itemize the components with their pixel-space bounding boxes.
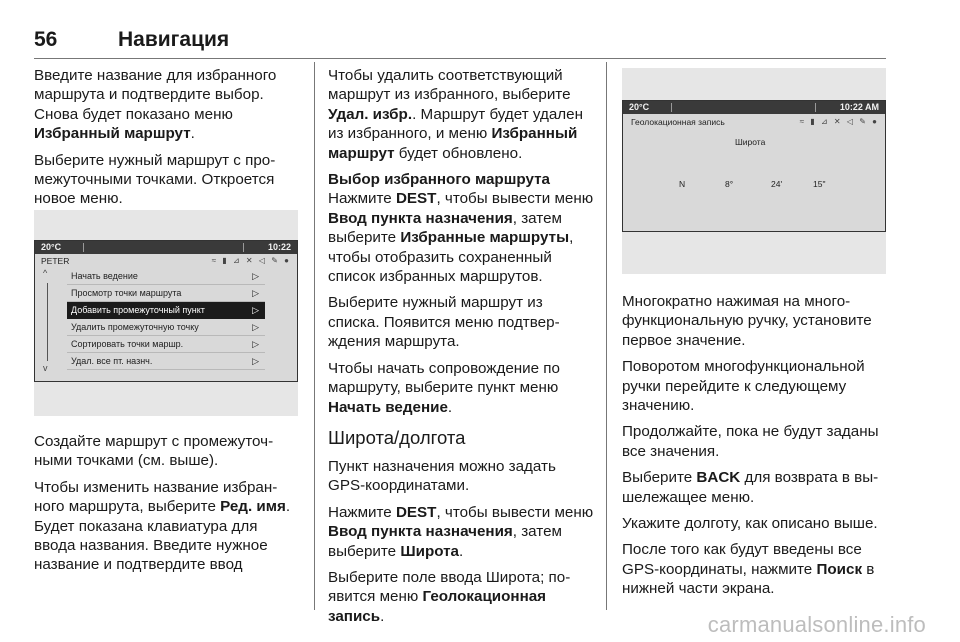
column-2 (328, 66, 596, 633)
chevron-right-icon: ▷ (252, 322, 259, 332)
column-3 (622, 292, 888, 606)
screen-subtitle: Геолокационная запись (631, 117, 725, 127)
menu-item-start-guidance[interactable]: Начать ведение ▷ (67, 268, 265, 285)
paragraph: Введите название для избранного маршрута и подтвердите выбор. Снова будет показано меню Избранный маршрут. (34, 67, 277, 143)
clock: 10:22 (267, 242, 291, 252)
latitude-hemisphere[interactable]: N (679, 179, 686, 189)
paragraph: Пункт назначения можно задать GPS-координатами. (328, 457, 556, 495)
column-divider-2 (606, 62, 607, 610)
chevron-right-icon: ▷ (252, 305, 259, 315)
column-divider-1 (314, 62, 315, 610)
column-1-lower (34, 432, 300, 582)
infotainment-screen (34, 240, 298, 382)
paragraph: После того как будут введены все GPS-координаты, нажмите Поиск в нижней части экрана. (622, 541, 875, 598)
status-icons: ≈ ▮ ⊿ ✕ ◁ ✎ ● (799, 117, 879, 126)
latitude-minutes[interactable]: 24' (771, 179, 783, 189)
menu-item-sort-waypoints[interactable]: Сортировать точки маршр. ▷ (67, 336, 265, 353)
watermark: carmanualsonline.info (707, 612, 926, 637)
menu-item-delete-waypoint[interactable]: Удалить промежуточную точку ▷ (67, 319, 265, 336)
clock: 10:22 AM (839, 102, 879, 112)
page-title: Навигация (118, 28, 230, 51)
scroll-down-arrow[interactable]: v (43, 363, 48, 373)
screenshot-geolocation (622, 68, 886, 274)
menu-item-delete-all-destinations[interactable]: Удал. все пт. назнч. ▷ (67, 353, 265, 370)
paragraph: Выберите нужный маршрут с промежуточными точками. Откроется новое меню. (34, 151, 276, 208)
paragraph: Чтобы изменить название избранного маршрута, выберите Ред. имя. Будет показана клавиатура для ввода названия. Введите нужное название и подтвердите ввод (34, 478, 291, 574)
chevron-right-icon: ▷ (252, 339, 259, 349)
menu-item-add-waypoint[interactable]: Добавить промежуточный пункт ▷ (67, 302, 265, 319)
paragraph: Нажмите DEST, чтобы вывести меню Ввод пункта назначения, затем выберите Избранные маршруты, чтобы отобразить сохраненный список избранных маршрутов. (328, 190, 594, 286)
latitude-field-label: Широта (735, 137, 766, 147)
status-bar (623, 101, 885, 114)
screen-subtitle: PETER (41, 256, 70, 266)
latitude-degrees[interactable]: 8° (725, 179, 734, 189)
paragraph: Выберите BACK для возврата в вышележащее меню. (622, 469, 879, 506)
paragraph: Выберите нужный маршрут из списка. Появится меню подтверждения маршрута. (328, 294, 560, 351)
page-number: 56 (34, 28, 58, 51)
paragraph: Выберите поле ввода Широта; появится меню Геолокационная запись. (328, 568, 571, 625)
temperature: 20°C (629, 102, 650, 112)
chevron-right-icon: ▷ (252, 288, 259, 298)
menu-item-view-waypoint[interactable]: Просмотр точки маршрута ▷ (67, 285, 265, 302)
chevron-right-icon: ▷ (252, 356, 259, 366)
scroll-up-arrow[interactable]: ^ (43, 268, 48, 278)
paragraph: Многократно нажимая на многофункциональную ручку, установите первое значение. (622, 293, 872, 349)
section-heading-lat-long: Широта/долгота (328, 426, 466, 448)
paragraph: Укажите долготу, как описано выше. (622, 515, 878, 533)
section-heading: Выбор избранного маршрута (328, 171, 550, 189)
chevron-right-icon: ▷ (252, 271, 259, 281)
status-bar (35, 241, 297, 254)
status-icons: ≈ ▮ ⊿ ✕ ◁ ✎ ● (211, 256, 291, 265)
paragraph: Продолжайте, пока не будут заданы все значения. (622, 423, 879, 460)
scrollbar[interactable] (47, 283, 48, 361)
paragraph: Создайте маршрут с промежуточными точками (см. выше). (34, 433, 274, 470)
paragraph: Нажмите DEST, чтобы вывести меню Ввод пункта назначения, затем выберите Широта. (328, 503, 594, 560)
screenshot-route-menu (34, 210, 298, 416)
paragraph: Чтобы удалить соответствующий маршрут из избранного, выберите Удал. избр.. Маршрут будет удален из избранного, и меню Избранный маршрут будет обновлено. (328, 67, 583, 162)
temperature: 20°C (41, 242, 62, 252)
column-1 (34, 66, 300, 216)
latitude-seconds[interactable]: 15" (813, 179, 826, 189)
paragraph: Чтобы начать сопровождение по маршруту, выберите пункт меню Начать ведение. (328, 359, 560, 416)
infotainment-screen (622, 100, 886, 232)
header-rule (34, 58, 886, 59)
paragraph: Поворотом многофункциональной ручки перейдите к следующему значению. (622, 358, 865, 415)
